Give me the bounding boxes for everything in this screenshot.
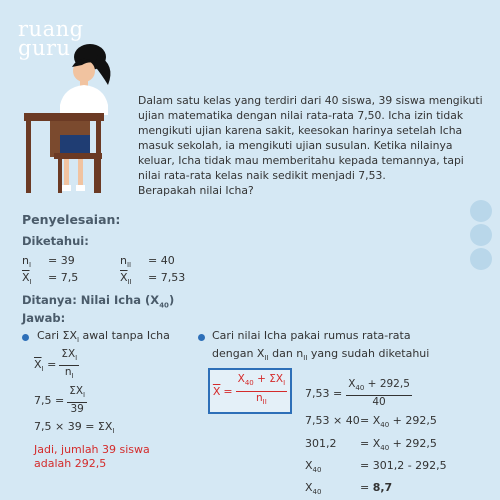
known-x1: $\overline{X}_I$	[22, 271, 32, 287]
known-n1: $n_I$	[22, 254, 32, 270]
mean-formula-box: $\overline{X}$ = $\frac{X_{40} + \Sigma X_I}{n_{II}}$	[208, 368, 292, 414]
left-step2: 7,5 = $\frac{\Sigma X_I}{39}$	[34, 385, 86, 416]
left-step-title: Cari $\Sigma X_I$ awal tanpa Icha	[37, 329, 170, 345]
left-formula: $\overline{X}_I$ = $\frac{\Sigma X_I}{n_I}$	[34, 348, 78, 381]
right-row3-lhs: 301,2	[305, 437, 337, 450]
right-row1: 7,53 = $\frac{X_{40} + 292,5}{40}$	[305, 378, 410, 409]
known-n2: $n_{II}$	[120, 254, 132, 270]
right-row4-rhs: = 301,2 - 292,5	[360, 459, 447, 472]
logo-line1: ruang	[18, 17, 84, 41]
decorative-circle	[470, 248, 492, 270]
right-row5-rhs: = 8,7	[360, 481, 393, 494]
known-x2-value: = 7,53	[148, 271, 186, 284]
right-row2-lhs: 7,53 × 40	[305, 414, 360, 427]
right-row5-lhs: $X_{40}$	[305, 481, 322, 497]
known-heading: Diketahui:	[22, 234, 89, 248]
decorative-circle	[470, 224, 492, 246]
known-x2: $\overline{X}_{II}$	[120, 271, 132, 287]
final-answer: 8,7	[372, 481, 393, 494]
right-step-title: Cari nilai Icha pakai rumus rata-rata	[212, 329, 411, 342]
bullet-dot	[22, 334, 29, 341]
right-step-subtitle: dengan $X_{II}$ dan $n_{II}$ yang sudah diketahui	[212, 347, 430, 363]
question-body: Dalam satu kelas yang terdiri dari 40 siswa, 39 siswa mengikuti ujian matematika dengan nilai rata-rata 7,50. Icha izin tidak mengikuti ujian karena sakit, keesokan harinya setelah Icha masuk sekolah, ia mengikuti ujian susulan. Ketika nilainya keluar, Icha tidak mau memberitahu kepada temannya, tapi nilai rata-rata kelas naik sedikit menjadi 7,53.	[138, 94, 483, 182]
known-n1-value: = 39	[48, 254, 75, 267]
right-row3-rhs: = $X_{40} + 292,5$	[360, 437, 437, 453]
left-step3: $7,5 \times 39 = \Sigma X_I$	[34, 420, 115, 436]
logo-line2: guru	[18, 36, 71, 60]
known-n2-value: = 40	[148, 254, 175, 267]
known-x1-value: = 7,5	[48, 271, 79, 284]
decorative-circle	[470, 200, 492, 222]
answer-heading: Jawab:	[22, 311, 66, 325]
student-at-desk-illustration	[20, 35, 120, 200]
right-row4-lhs: $X_{40}$	[305, 459, 322, 475]
left-conclusion: Jadi, jumlah 39 siswa adalah 292,5	[34, 443, 150, 470]
bullet-dot	[198, 334, 205, 341]
question-text	[138, 93, 483, 198]
solution-heading: Penyelesaian:	[22, 212, 121, 227]
question-ask: Berapakah nilai Icha?	[138, 184, 254, 197]
asked-heading: Ditanya: Nilai Icha $(X_{40})$	[22, 293, 175, 310]
right-row2-rhs: = $X_{40} + 292,5$	[360, 414, 437, 430]
